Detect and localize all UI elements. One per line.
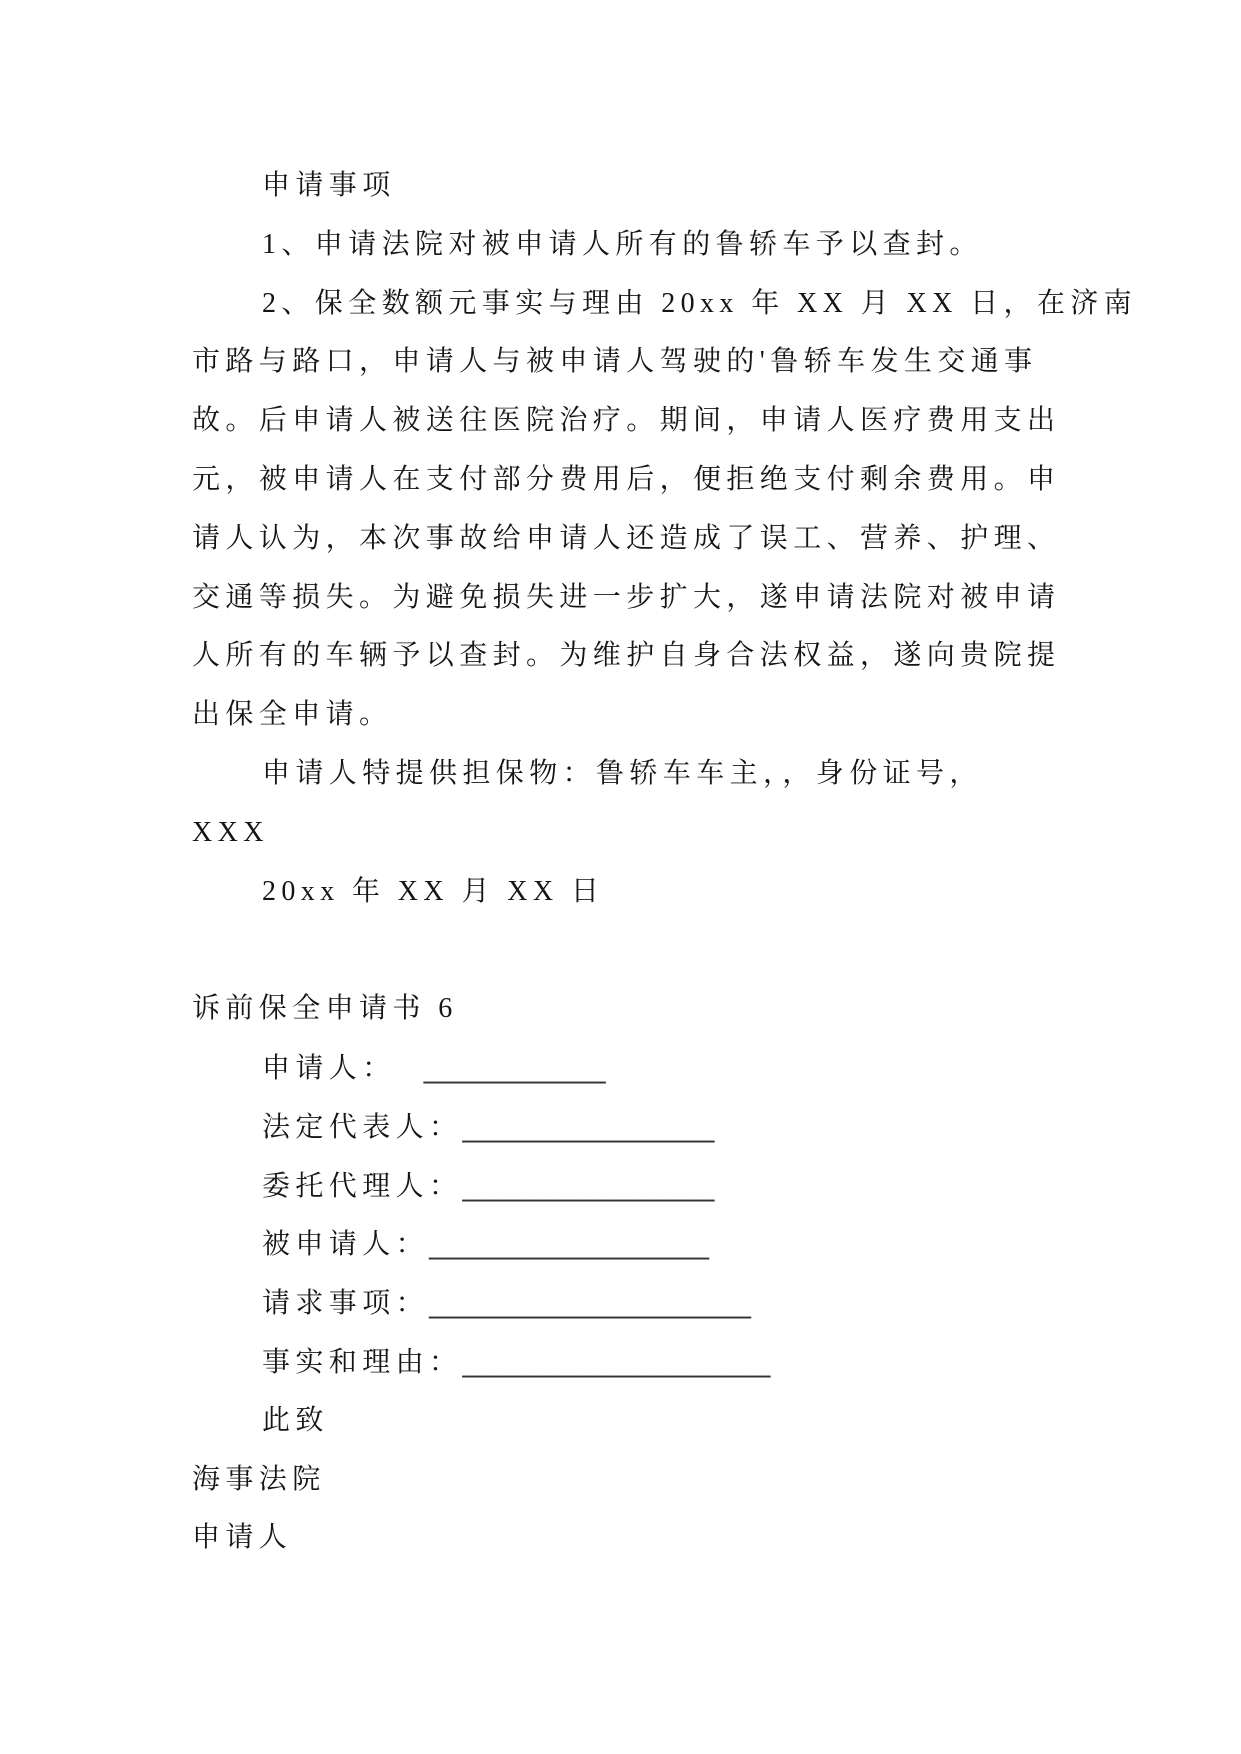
field-applicant	[192, 1039, 1054, 1098]
document-title: 诉前保全申请书 6	[192, 993, 458, 1025]
closing-salutation: 此致	[262, 1404, 329, 1436]
signature-date: 20xx 年 XX 月 XX 日	[262, 875, 605, 907]
field-label: 请求事项：	[262, 1288, 430, 1320]
field-claims	[192, 1274, 1054, 1333]
paragraph-spacer	[192, 921, 1054, 980]
field-respondent	[192, 1215, 1054, 1274]
field-label: 申请人：	[262, 1052, 396, 1084]
request-item-2-line: 出保全申请。	[192, 699, 393, 731]
field-blank: __________________	[462, 1168, 715, 1202]
field-blank: ______________________	[462, 1344, 771, 1378]
signature-applicant: 申请人	[192, 1522, 293, 1554]
field-label: 被申请人：	[262, 1229, 430, 1261]
field-blank: _______________________	[429, 1286, 752, 1320]
field-blank: _____________	[423, 1050, 606, 1084]
request-item-1: 1、申请法院对被申请人所有的鲁轿车予以查封。	[262, 228, 983, 260]
request-item-2-line: 元，被申请人在支付部分费用后，便拒绝支付剩余费用。申	[192, 463, 1061, 495]
field-facts-reasons	[192, 1333, 1054, 1392]
guarantee-statement: 申请人特提供担保物：鲁轿车车主，，身份证号，	[262, 757, 983, 789]
field-label: 委托代理人：	[262, 1170, 463, 1202]
request-item-2-line: 市路与路口，申请人与被申请人驾驶的'鲁轿车发生交通事	[192, 346, 1038, 378]
request-item-2-line: 2、保全数额元事实与理由 20xx 年 XX 月 XX 日，在济南	[262, 287, 1138, 319]
field-agent	[192, 1157, 1054, 1216]
addressee-court: 海事法院	[192, 1463, 326, 1495]
signer-name: XXX	[192, 816, 269, 848]
field-label: 事实和理由：	[262, 1346, 463, 1378]
field-legal-representative	[192, 1098, 1054, 1157]
section-heading: 申请事项	[262, 170, 396, 201]
request-item-2-line: 交通等损失。为避免损失进一步扩大，遂申请法院对被申请	[192, 581, 1061, 613]
field-label: 法定代表人：	[262, 1111, 463, 1143]
field-blank: __________________	[462, 1109, 715, 1143]
request-item-2-line: 请人认为，本次事故给申请人还造成了误工、营养、护理、	[192, 522, 1061, 554]
request-item-2-line: 故。后申请人被送往医院治疗。期间，申请人医疗费用支出	[192, 405, 1061, 437]
field-blank: ____________________	[429, 1227, 710, 1261]
request-item-2-line: 人所有的车辆予以查封。为维护自身合法权益，遂向贵院提	[192, 640, 1061, 672]
